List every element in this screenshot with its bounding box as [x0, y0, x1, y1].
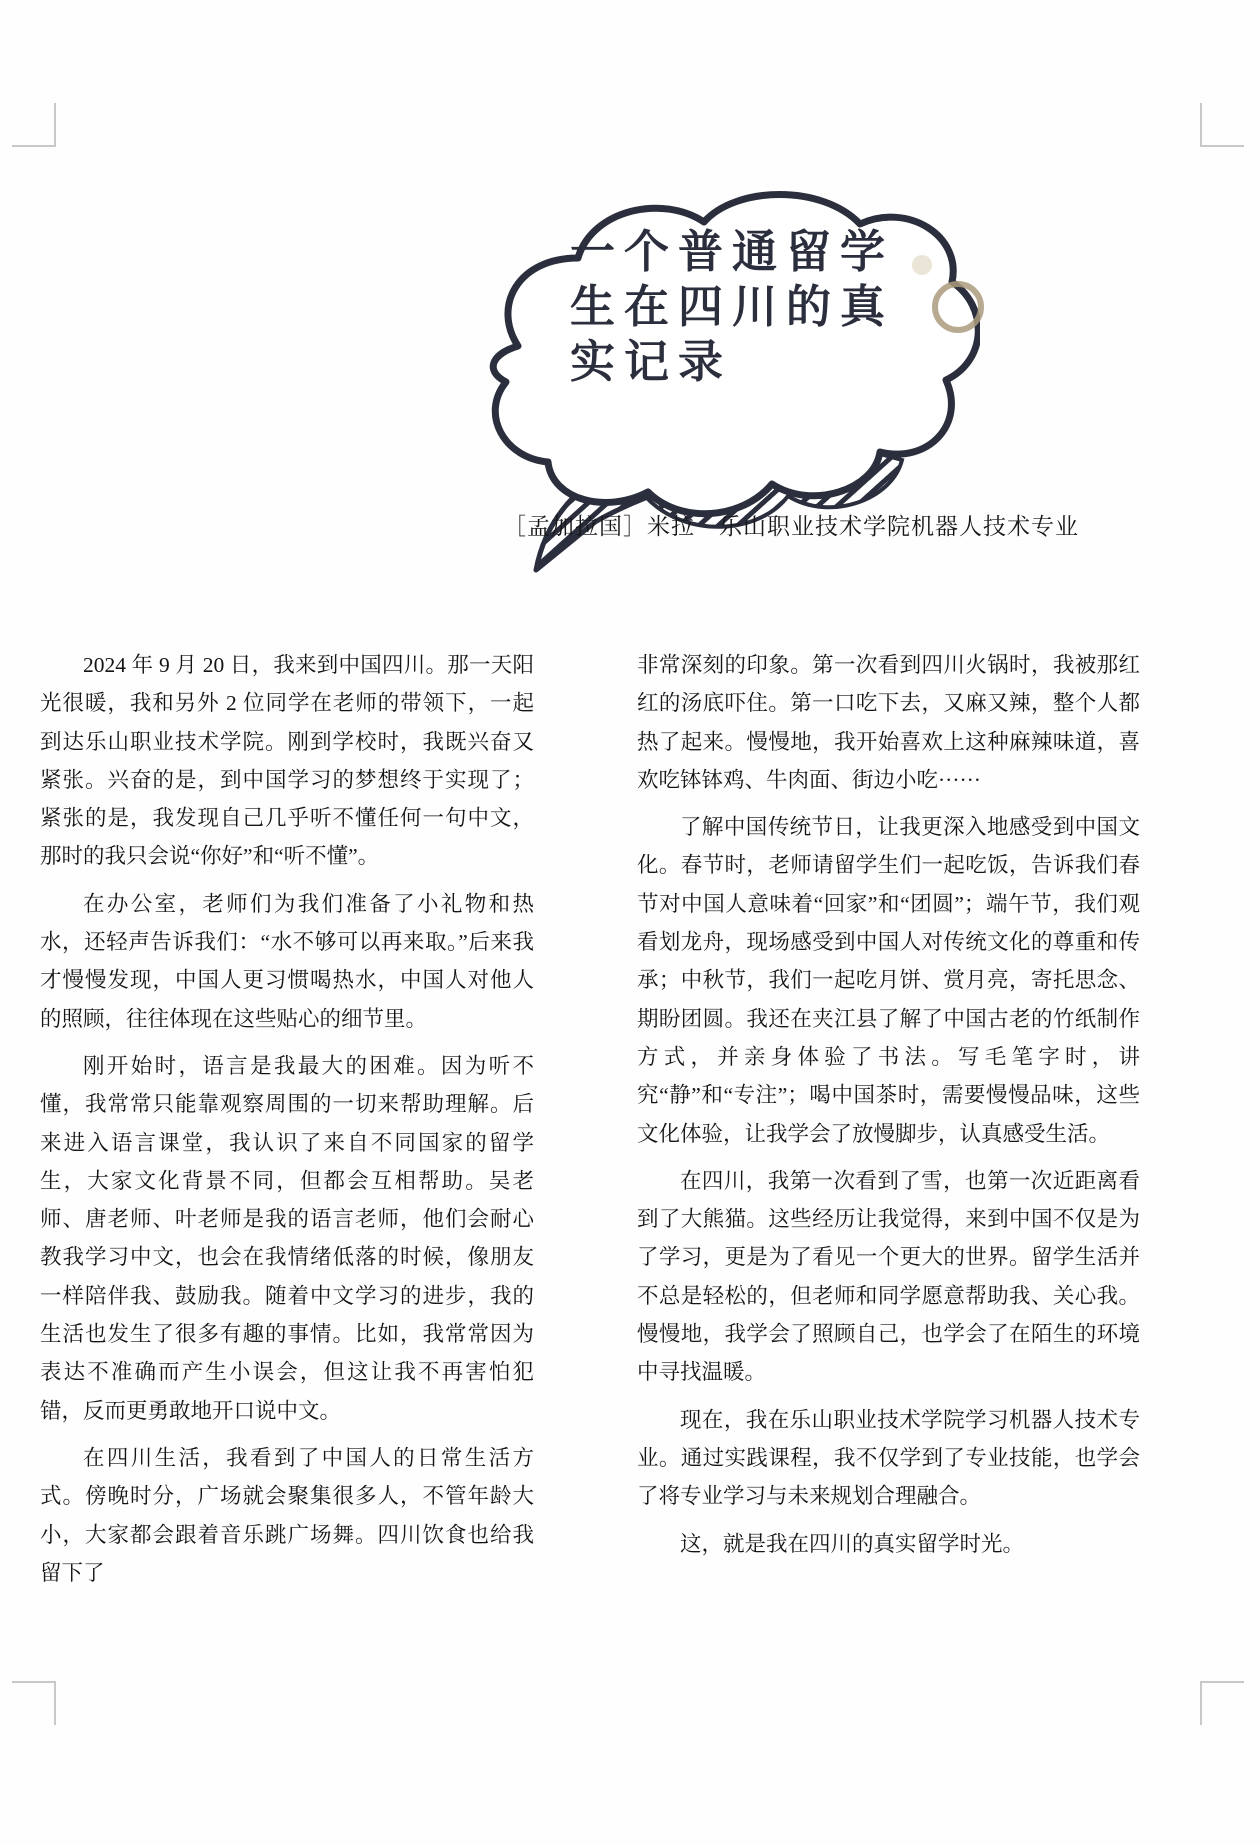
crop-mark-top-left: [12, 103, 56, 147]
page-title: [570, 224, 894, 389]
paragraph: 2024 年 9 月 20 日，我来到中国四川。那一天阳光很暖，我和另外 2 位同学在老师的带领下，一起到达乐山职业技术学院。刚到学校时，我既兴奋又紧张。兴奋的是，到中国学习的梦想终于实现了；紧张的是，我发现自己几乎听不懂任何一句中文，那时的我只会说“你好”和“听不懂”。: [40, 653, 534, 869]
title-line-2: 生在四川的真: [570, 281, 895, 332]
crop-mark-bottom-right: [1200, 1681, 1244, 1725]
article-column-left: [40, 646, 534, 1601]
coffee-ring-stain: [932, 281, 984, 333]
paper-speck: [912, 255, 932, 275]
crop-mark-top-right: [1200, 103, 1244, 147]
article-column-right: [637, 646, 1140, 1572]
crop-mark-bottom-left: [12, 1681, 56, 1725]
paragraph: 在四川，我第一次看到了雪，也第一次近距离看到了大熊猫。这些经历让我觉得，来到中国不仅是为了学习，更是为了看见一个更大的世界。留学生活并不总是轻松的，但老师和同学愿意帮助我、关心我。慢慢地，我学会了照顾自己，也学会了在陌生的环境中寻找温暖。: [637, 1168, 1140, 1385]
byline: ［孟加拉国］米拉 乐山职业技术学院机器人技术专业: [503, 514, 1079, 539]
paragraph: 在办公室，老师们为我们准备了小礼物和热水，还轻声告诉我们：“水不够可以再来取。”后来我才慢慢发现，中国人更习惯喝热水，中国人对他人的照顾，往往体现在这些贴心的细节里。: [40, 891, 534, 1031]
paragraph: 刚开始时，语言是我最大的困难。因为听不懂，我常常只能靠观察周围的一切来帮助理解。后来进入语言课堂，我认识了来自不同国家的留学生，大家文化背景不同，但都会互相帮助。吴老师、唐老师、叶老师是我的语言老师，他们会耐心教我学习中文，也会在我情绪低落的时候，像朋友一样陪伴我、鼓励我。随着中文学习的进步，我的生活也发生了很多有趣的事情。比如，我常常因为表达不准确而产生小误会，但这让我不再害怕犯错，反而更勇敢地开口说中文。: [40, 1053, 534, 1423]
paragraph: 现在，我在乐山职业技术学院学习机器人技术专业。通过实践课程，我不仅学到了专业技能，也学会了将专业学习与未来规划合理融合。: [637, 1407, 1140, 1509]
paragraph: 在四川生活，我看到了中国人的日常生活方式。傍晚时分，广场就会聚集很多人，不管年龄大小，大家都会跟着音乐跳广场舞。四川饮食也给我留下了: [40, 1445, 534, 1585]
paragraph: 这，就是我在四川的真实留学时光。: [680, 1531, 1025, 1556]
title-line-1: 一个普通留学: [570, 226, 895, 277]
paragraph-continuation: 非常深刻的印象。第一次看到四川火锅时，我被那红红的汤底吓住。第一口吃下去，又麻又辣，整个人都热了起来。慢慢地，我开始喜欢上这种麻辣味道，喜欢吃钵钵鸡、牛肉面、街边小吃······: [637, 653, 1140, 792]
paragraph: 了解中国传统节日，让我更深入地感受到中国文化。春节时，老师请留学生们一起吃饭，告诉我们春节对中国人意味着“回家”和“团圆”；端午节，我们观看划龙舟，现场感受到中国人对传统文化的尊重和传承；中秋节，我们一起吃月饼、赏月亮，寄托思念、期盼团圆。我还在夹江县了解了中国古老的竹纸制作方式，并亲身体验了书法。写毛笔字时，讲究“静”和“专注”；喝中国茶时，需要慢慢品味，这些文化体验，让我学会了放慢脚步，认真感受生活。: [637, 815, 1140, 1146]
title-line-3: 实记录: [570, 336, 733, 387]
